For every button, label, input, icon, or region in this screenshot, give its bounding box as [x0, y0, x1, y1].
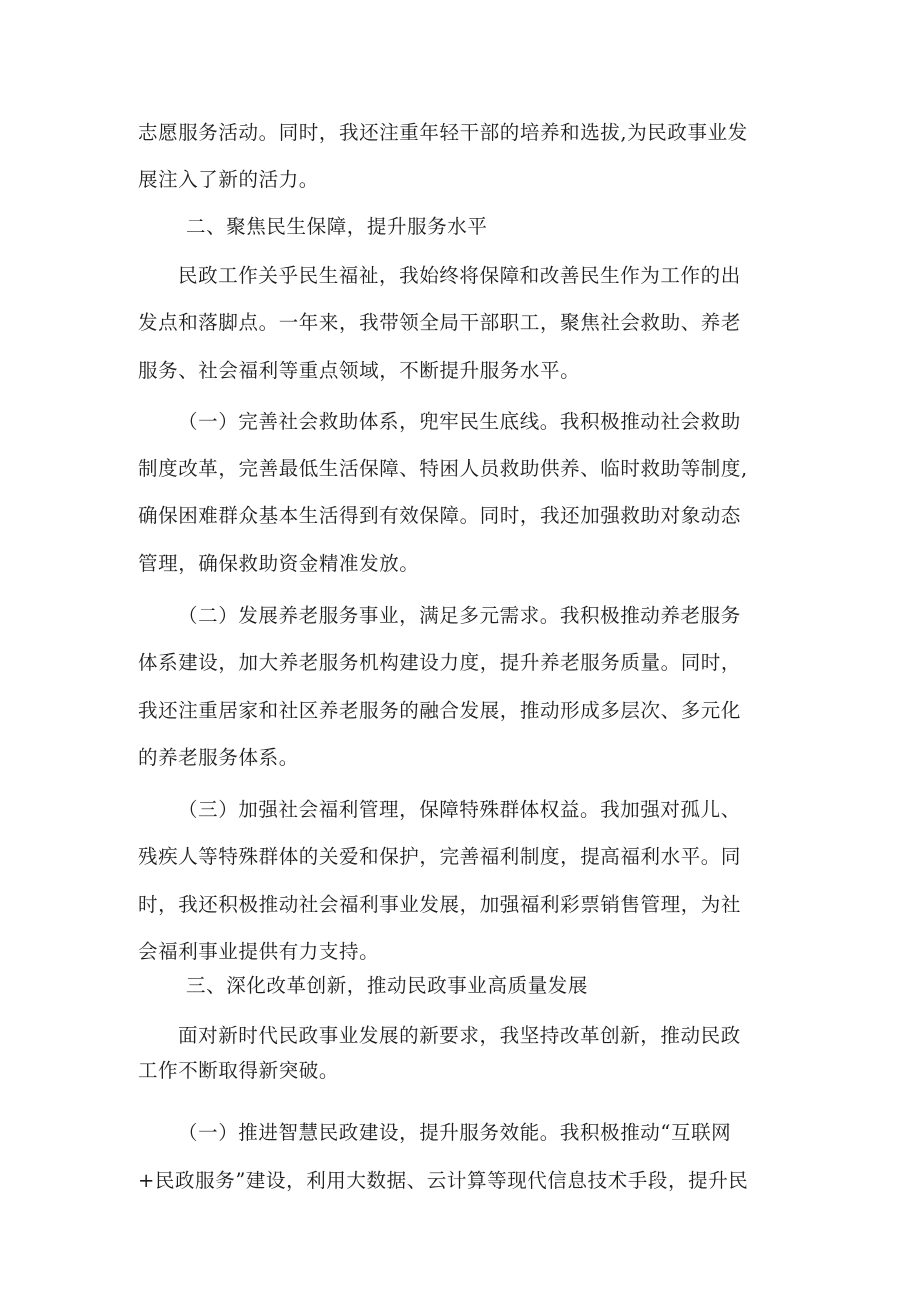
body-text-line: 残疾人等特殊群体的关爱和保护，完善福利制度，提高福利水平。同 — [138, 845, 742, 868]
body-text-line: 我还注重居家和社区养老服务的融合发展，推动形成多层次、多元化 — [138, 699, 742, 722]
subsection-2-first-line: （二）发展养老服务事业，满足多元需求。我积极推动养老服务 — [178, 604, 741, 627]
body-text-line: +民政服务”建设，利用大数据、云计算等现代信息技术手段，提升民 — [138, 1169, 749, 1192]
subsection-1-first-line: （一）推进智慧民政建设，提升服务效能。我积极推动“互联网 — [178, 1121, 732, 1144]
subsection-3-first-line: （三）加强社会福利管理，保障特殊群体权益。我加强对孤儿、 — [178, 798, 741, 821]
subsection-1-first-line: （一）完善社会救助体系，兜牢民生底线。我积极推动社会救助 — [178, 410, 741, 433]
body-text-line: 志愿服务活动。同时，我还注重年轻干部的培养和选拔,为民政事业发 — [138, 121, 748, 144]
body-text-line: 确保困难群众基本生活得到有效保障。同时，我还加强救助对象动态 — [138, 504, 742, 527]
body-text-line: 工作不断取得新突破。 — [138, 1059, 340, 1082]
body-text-line: 管理，确保救助资金精准发放。 — [138, 552, 420, 575]
section-heading-3: 三、深化改革创新，推动民政事业高质量发展 — [186, 974, 589, 997]
body-text-line: 制度改革，完善最低生活保障、特困人员救助供养、临时救助等制度, — [138, 457, 748, 480]
body-text-line: 服务、社会福利等重点领域，不断提升服务水平。 — [138, 359, 581, 382]
body-text-line: 体系建设，加大养老服务机构建设力度，提升养老服务质量。同时， — [138, 651, 742, 674]
section-heading-2: 二、聚焦民生保障，提升服务水平 — [186, 215, 488, 238]
paragraph-first-line: 民政工作关乎民生福祉，我始终将保障和改善民生作为工作的出 — [178, 264, 741, 287]
body-text-line: 的养老服务体系。 — [138, 746, 299, 769]
body-text-line: 时，我还积极推动社会福利事业发展，加强福利彩票销售管理，为社 — [138, 893, 742, 916]
body-text-line: 展注入了新的活力。 — [138, 168, 319, 191]
body-text-line: 发点和落脚点。一年来，我带领全局干部职工，聚焦社会救助、养老 — [138, 311, 742, 334]
paragraph-first-line: 面对新时代民政事业发展的新要求，我坚持改革创新，推动民政 — [178, 1024, 741, 1047]
body-text-line: 会福利事业提供有力支持。 — [138, 940, 380, 963]
